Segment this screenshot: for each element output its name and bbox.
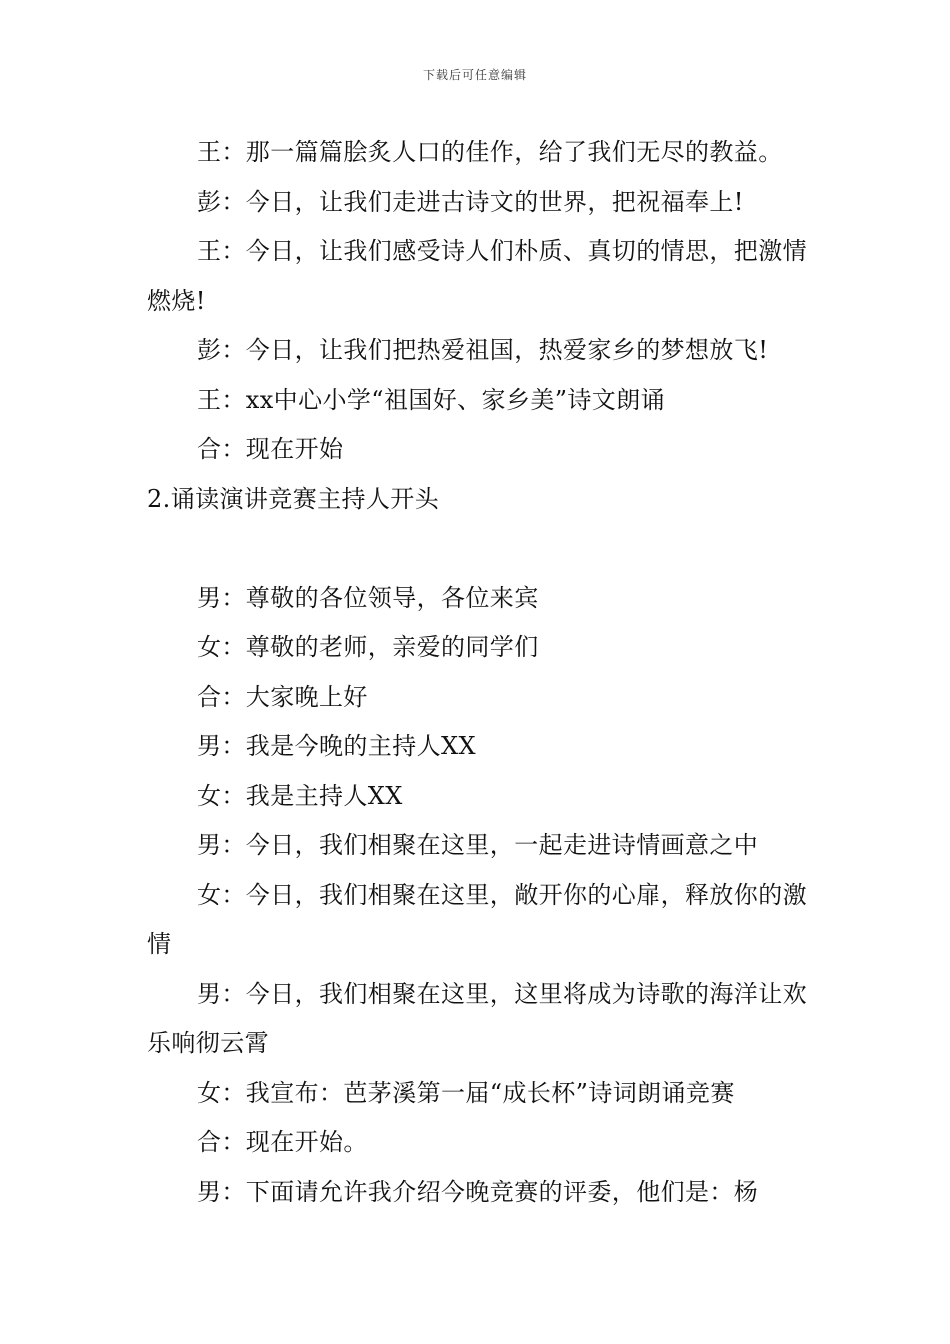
dialogue-line: 彭：今日，让我们走进古诗文的世界，把祝福奉上! [197,187,744,216]
dialogue-line: 王：xx中心小学“祖国好、家乡美”诗文朗诵 [197,385,666,414]
dialogue-line: 合：大家晚上好 [197,682,368,711]
blank-line [147,524,807,574]
dialogue-line: 男：今日，我们相聚在这里，这里将成为诗歌的海洋让欢乐响彻云霄 [147,979,807,1057]
dialogue-line: 女：今日，我们相聚在这里，敞开你的心扉，释放你的激情 [147,880,807,958]
dialogue-line: 男：下面请允许我介绍今晚竞赛的评委，他们是：杨 [197,1177,759,1206]
dialogue-line: 王：今日，让我们感受诗人们朴质、真切的情思，把激情燃烧! [147,237,807,315]
page-header-note: 下载后可任意编辑 [422,68,527,82]
dialogue-line: 女：尊敬的老师，亲爱的同学们 [197,633,539,661]
dialogue-line: 男：今日，我们相聚在这里，一起走进诗情画意之中 [197,831,759,859]
dialogue-line: 王：那一篇篇脍炙人口的佳作，给了我们无尽的教益。 [197,138,783,166]
dialogue-line: 合：现在开始 [197,435,344,463]
dialogue-line: 女：我宣布：芭茅溪第一届“成长杯”诗词朗诵竞赛 [197,1078,735,1107]
dialogue-line: 女：我是主持人XX [197,781,403,810]
dialogue-line: 男：尊敬的各位领导，各位来宾 [197,583,539,612]
dialogue-line: 合：现在开始。 [197,1128,368,1156]
dialogue-line: 男：我是今晚的主持人XX [197,732,476,760]
dialogue-line: 彭：今日，让我们把热爱祖国，热爱家乡的梦想放飞! [197,336,769,364]
section-heading: 2.诵读演讲竞赛主持人开头 [147,484,440,513]
document-body [147,128,807,1217]
